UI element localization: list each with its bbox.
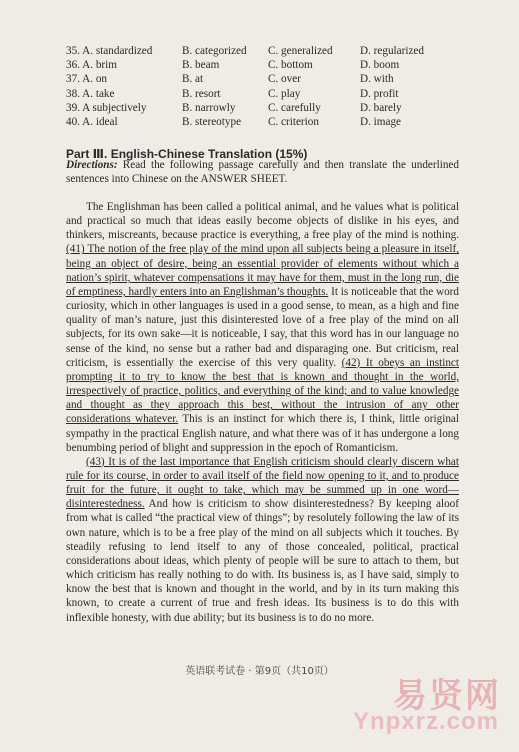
option-cell: D. boom	[360, 59, 400, 72]
option-cell: B. narrowly	[182, 101, 236, 114]
underlined-sentence: (43) It is of the last importance that English criticism should clearly discern what rule for its course, in order to avail itself of the field now opening to it, and to produce fruit for the future, it ought to take, which may be summed up in one word—disinterestedness.	[66, 455, 459, 511]
option-row	[66, 44, 486, 58]
option-cell: D. with	[360, 73, 394, 86]
passage-text: This is an instinct for which there is, I think, little original sympathy in the practical English nature, and what there was of it has undergone a long benumbing period of blight and suppression in the epoch of Romanticism.	[66, 413, 459, 454]
option-cell: D. regularized	[360, 45, 424, 57]
option-cell: C. criterion	[268, 116, 319, 129]
watermark-logo	[351, 668, 501, 738]
option-cell: D. image	[360, 116, 402, 129]
option-row	[66, 58, 486, 72]
option-cell: C. play	[268, 87, 301, 100]
option-cell: B. resort	[182, 87, 221, 100]
directions-text: Read the following passage carefully and then translate the underlined sentences into Chinese on the ANSWER SHEET.	[66, 159, 459, 185]
part-heading: Part Ⅲ. English-Chinese Translation (15%)	[66, 147, 308, 161]
option-row	[66, 101, 486, 115]
option-cell: B. at	[182, 73, 204, 86]
option-cell: 40. A. ideal	[66, 116, 118, 129]
option-row	[66, 72, 486, 86]
option-cell: B. stereotype	[182, 116, 242, 129]
answer-options	[66, 44, 486, 129]
directions	[66, 158, 459, 186]
option-cell: 39. A subjectively	[66, 101, 147, 114]
passage-text: The Englishman has been called a political animal, and he values what is political and practical so much that ideas easily become objects of dislike in his eyes, and thinkers, miscreants, because practice is everything, a free play of the mind is nothing.	[66, 201, 459, 242]
directions-label: Directions:	[66, 159, 118, 171]
watermark-en: Ynpxrz.com	[352, 708, 499, 735]
option-cell: C. carefully	[268, 101, 321, 114]
option-cell: D. profit	[360, 87, 399, 100]
option-row	[66, 115, 486, 129]
option-cell: D. barely	[360, 101, 402, 114]
passage-text: It is noticeable that the word curiosity, which in other languages is used in a good sense, to mean, as a high and fine quality of man’s nature, just this disinterested love of a free play of the mind on all subjects, for its own sake—it is noticeable, I say, that this word has in our language no sense of the kind, no sense but a rather bad and disparaging one. But criticism, real criticism, is essentially the exercise of this very quality.	[66, 285, 459, 369]
option-cell: C. generalized	[268, 45, 333, 57]
underlined-sentence: (42) It obeys an instinct prompting it to try to know the best that is known and thought in the world, irrespectively of practice, politics, and everything of the kind; and to value knowledge and thought as they approach this best, without the intrusion of any other considerations whatever.	[66, 356, 459, 426]
option-cell: 36. A. brim	[66, 59, 117, 72]
option-cell: 37. A. on	[66, 73, 108, 86]
underlined-sentence: (41) The notion of the free play of the mind upon all subjects being a pleasure in itself, being an object of desire, being an essential provider of elements without which a nation’s spirit, whatever compensations it may have for them, must in the long run, die of emptiness, hardly enters into an Englishman’s thoughts.	[66, 243, 459, 298]
option-cell: B. categorized	[182, 45, 247, 57]
paragraph-1	[66, 200, 459, 455]
option-cell: 35. A. standardized	[66, 45, 153, 57]
passage	[66, 200, 459, 625]
option-row	[66, 87, 486, 101]
page-footer: 英语联考试卷 · 第9页（共10页）	[185, 666, 334, 677]
passage-text: And how is criticism to show disinterestedness? By keeping aloof from what is called “the practical view of things”; by resolutely following the law of its own nature, which is to be a free play of the mind on all subjects which it touches. By steadily refusing to lend itself to any of those concealed, political, practical considerations about ideas, which plenty of people will be sure to attach to them, but which criticism has really nothing to do with. Its business is, as I have said, simply to know the best that is known and thought in the world, and by in its turn making this known, to create a current of true and fresh ideas. Its business is to do this with inflexible honesty, with due ability; but its business is to do no more.	[66, 498, 459, 624]
paragraph-2	[66, 455, 459, 625]
option-cell: 38. A. take	[66, 87, 115, 100]
option-cell: C. over	[268, 73, 301, 86]
option-cell: C. bottom	[268, 59, 313, 72]
option-cell: B. beam	[182, 59, 220, 72]
watermark-cn: 易贤网	[393, 676, 501, 716]
